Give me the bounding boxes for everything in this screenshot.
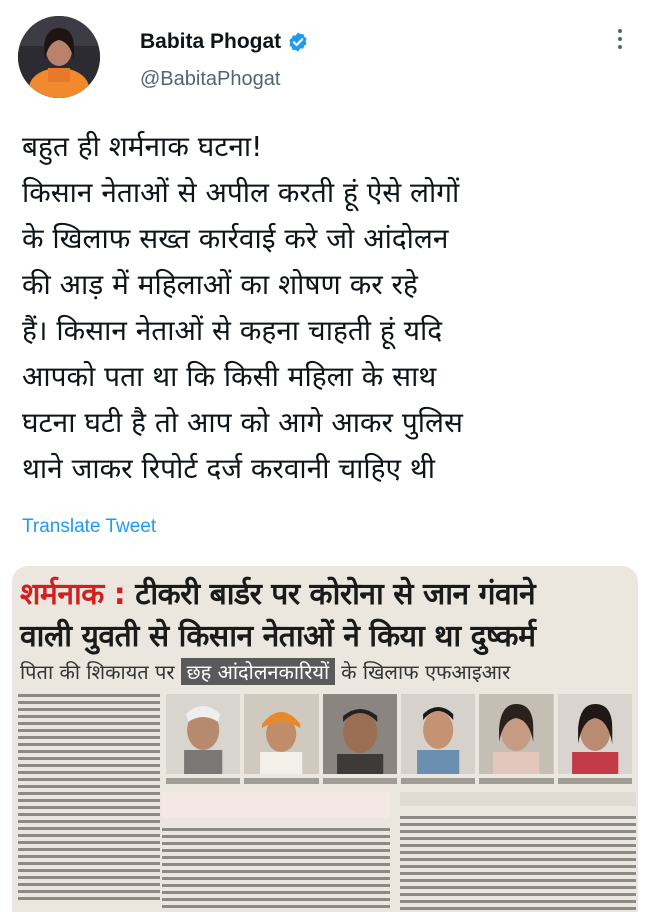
tweet-text-line: बहुत ही शर्मनाक घटना!: [22, 130, 263, 163]
newspaper-photo: [244, 694, 318, 774]
newspaper-photo-strip: [166, 694, 632, 774]
newspaper-photo: [166, 694, 240, 774]
newspaper-clipping-image[interactable]: [12, 566, 638, 912]
subhead-highlight: छह आंदोलनकारियों: [181, 658, 336, 685]
translate-tweet-link[interactable]: Translate Tweet: [22, 516, 157, 537]
avatar[interactable]: [18, 16, 100, 98]
tweet-text-line: थाने जाकर रिपोर्ट दर्ज करवानी चाहिए थी: [22, 452, 436, 485]
newspaper-photo: [323, 694, 397, 774]
tweet-text-line: आपको पता था कि किसी महिला के साथ: [22, 360, 437, 393]
author-handle[interactable]: @BabitaPhogat: [140, 68, 281, 90]
subhead-after: के खिलाफ एफआइआर: [341, 660, 511, 684]
newspaper-headline-line2: वाली युवती से किसान नेताओं ने किया था दुष्कर्म: [20, 619, 536, 654]
tweet-text-line: की आड़ में महिलाओं का शोषण कर रहे: [22, 268, 418, 301]
newspaper-headline-line1: [20, 572, 535, 613]
more-dots-icon[interactable]: [608, 24, 632, 54]
headline-tag: शर्मनाक :: [20, 577, 126, 612]
newspaper-photo: [479, 694, 553, 774]
newspaper-photo: [558, 694, 632, 774]
newspaper-body-columns: [162, 788, 636, 912]
author-name-row: [140, 30, 309, 54]
subhead-before: पिता की शिकायत पर: [20, 660, 175, 684]
headline-text-1: टीकरी बार्डर पर कोरोना से जान गंवाने: [135, 577, 536, 612]
newspaper-subheadline: [20, 658, 510, 685]
tweet-text-line: के खिलाफ सख्त कार्रवाई करे जो आंदोलन: [22, 222, 449, 255]
author-name[interactable]: Babita Phogat: [140, 30, 282, 53]
newspaper-photo: [401, 694, 475, 774]
newspaper-photo-captions: [166, 776, 632, 784]
tweet-text-line: घटना घटी है तो आप को आगे आकर पुलिस: [22, 406, 463, 439]
tweet-text: [22, 124, 634, 492]
tweet-header: [18, 16, 632, 106]
tweet-text-line: हैं। किसान नेताओं से कहना चाहती हूं यदि: [22, 314, 443, 347]
verified-badge-icon: [287, 31, 309, 53]
tweet-text-line: किसान नेताओं से अपील करती हूं ऐसे लोगों: [22, 176, 460, 209]
newspaper-body-column: [18, 690, 160, 912]
avatar-image: [18, 16, 100, 98]
